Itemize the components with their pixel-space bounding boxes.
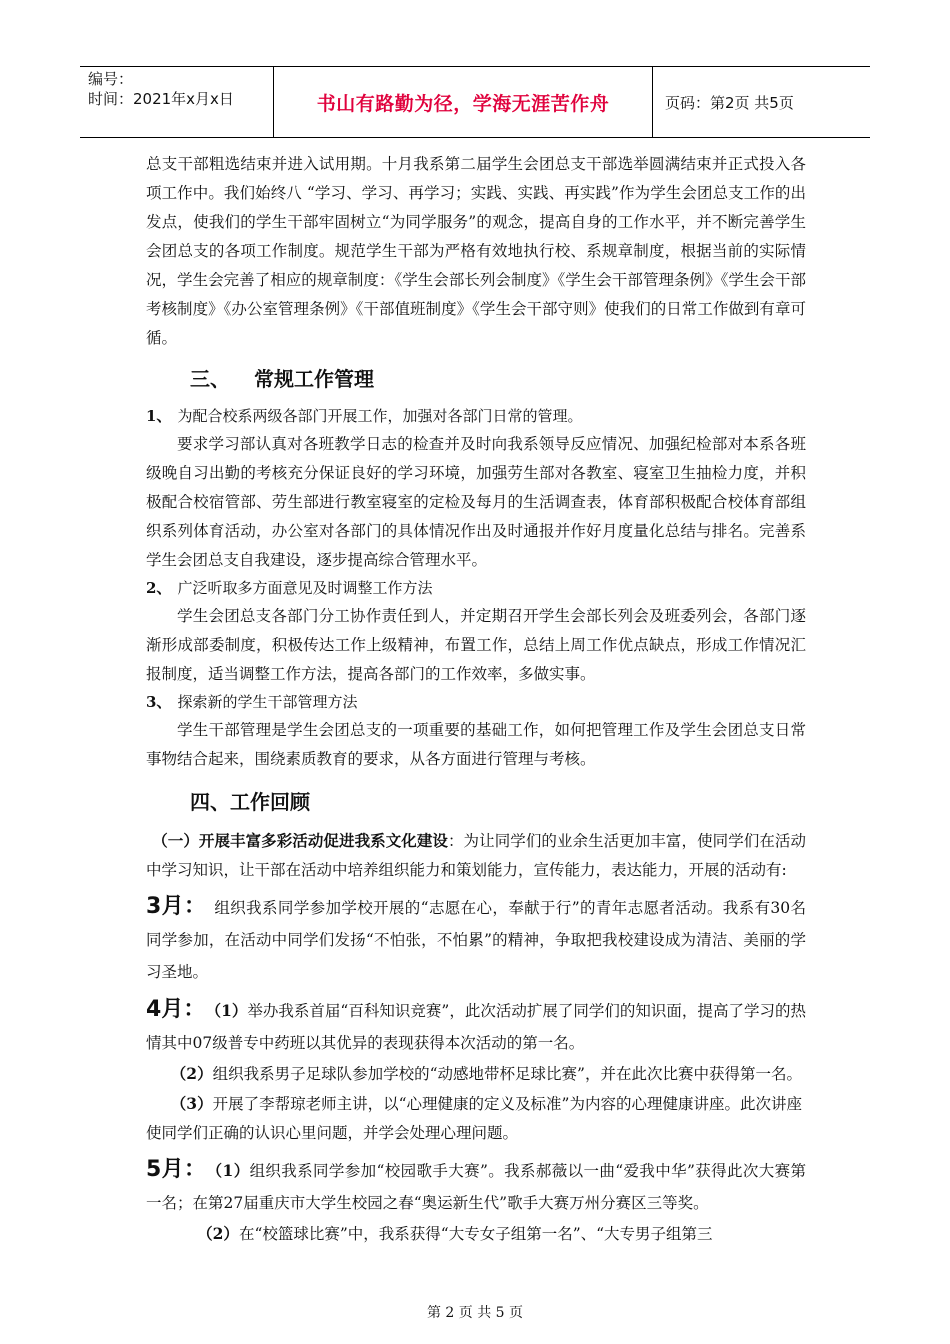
item-title: 探索新的学生干部管理方法 <box>177 693 358 711</box>
item-heading <box>146 689 806 716</box>
item-body: 学生干部管理是学生会团总支的一项重要的基础工作，如何把管理工作及学生会团总支日常事物结合起来，围绕素质教育的要求，从各方面进行管理与考核。 <box>146 721 806 768</box>
section-3-number: 三、 <box>190 367 230 391</box>
activity-number: （2） <box>170 1064 213 1083</box>
header-page-info: 页码：第2页 共5页 <box>665 93 794 112</box>
section-3-item-2 <box>146 575 806 689</box>
section-3-item-3 <box>146 689 806 774</box>
activity-text: 开展了李帮琼老师主讲，以“心理健康的定义及标准”为内容的心理健康讲座。此次讲座使同学们正确的认识心里问题，并学会处理心理问题。 <box>146 1095 802 1142</box>
section-3-title: 常规工作管理 <box>254 367 374 391</box>
activity-text: 在“校篮球比赛”中，我系获得“大专女子组第一名”、“大专男子组第三 <box>238 1225 713 1243</box>
item-number: 2、 <box>146 579 172 597</box>
month-april <box>146 994 806 1148</box>
month-may <box>146 1154 806 1249</box>
activity-number: （2） <box>197 1224 239 1243</box>
doc-time-label: 时间：2021年x月x日 <box>88 90 234 108</box>
activity-number: （3） <box>170 1094 213 1113</box>
month-paragraph <box>146 994 806 1059</box>
month-paragraph <box>146 891 806 988</box>
month-label: 5月： <box>146 1157 207 1182</box>
month-march <box>146 891 806 988</box>
page-footer: 第 2 页 共 5 页 <box>426 1305 524 1321</box>
document-body <box>146 150 806 1249</box>
month-paragraph <box>146 1154 806 1219</box>
section-4-intro <box>146 826 806 885</box>
subsection-body: ：为让同学们的业余生活更加丰富，使同学们在活动中学习知识，让干部在活动中培养组织能力和策划能力，宣传能力，表达能力，开展的活动有: <box>146 832 806 879</box>
doc-code-label: 编号： <box>88 70 134 88</box>
section-3-heading <box>146 355 806 403</box>
subsection-title: （一）开展丰富多彩活动促进我系文化建设 <box>152 831 448 850</box>
header-meta <box>80 67 274 137</box>
month-text: 组织我系同学参加学校开展的“志愿在心，奉献于行”的青年志愿者活动。我系有30名同学参加，在活动中同学们发扬“不怕张，不怕累”的精神，争取把我校建设成为清洁、美丽的学习圣地。 <box>146 899 806 981</box>
month-text: 举办我系首届“百科知识竞赛”，此次活动扩展了同学们的知识面，提高了学习的热情其中07级普专中药班以其优异的表现获得本次活动的第一名。 <box>146 1002 806 1052</box>
section-4-heading: 四、工作回顾 <box>190 790 310 814</box>
item-body: 学生会团总支各部门分工协作责任到人，并定期召开学生会部长列会及班委列会，各部门逐渐形成部委制度，积极传达工作上级精神，布置工作，总结上周工作优点缺点，形成工作情况汇报制度，适当调整工作方法，提高各部门的工作效率，多做实事。 <box>146 607 806 683</box>
page-header <box>80 66 870 138</box>
month-text: 组织我系同学参加“校园歌手大赛”。我系郝薇以一曲“爱我中华”获得此次大赛第一名；在第27届重庆市大学生校园之春“奥运新生代”歌手大赛万州分赛区三等奖。 <box>146 1162 806 1212</box>
month-label: 3月： <box>146 894 207 919</box>
intro-paragraph: 总支干部粗选结束并进入试用期。十月我系第二届学生会团总支干部选举圆满结束并正式投入各项工作中。我们始终八 “学习、学习、再学习；实践、实践、再实践”作为学生会团总支工作的出发点，使我们的学生干部牢固树立“为同学服务”的观念，提高自身的工作水平，并不断完善学生会团总支的各项工作制度。规范学生干部为严格有效地执行校、系规章制度，根据当前的实际情况，学生会完善了相应的规章制度：《学生会部长列会制度》《学生会干部管理条例》《学生会干部考核制度》《办公室管理条例》《干部值班制度》《学生会干部守则》使我们的日常工作做到有章可循。 <box>146 155 806 347</box>
item-number: 3、 <box>146 693 172 711</box>
item-body: 要求学习部认真对各班教学日志的检查并及时向我系领导反应情况、加强纪检部对本系各班级晚自习出勤的考核充分保证良好的学习环境，加强劳生部对各教室、寝室卫生抽检力度，并积极配合校宿管部、劳生部进行教室寝室的定检及每月的生活调查表，体育部积极配合校体育部组织系列体育活动，办公室对各部门的具体情况作出及时通报并作好月度量化总结与排名。完善系学生会团总支自我建设，逐步提高综合管理水平。 <box>146 435 806 569</box>
activity-item <box>146 1089 806 1148</box>
item-heading <box>146 403 806 430</box>
item-number: 1、 <box>146 407 172 425</box>
activity-item <box>146 1219 806 1249</box>
activity-number: （1） <box>213 1001 248 1020</box>
item-title: 为配合校系两级各部门开展工作，加强对各部门日常的管理。 <box>177 407 583 425</box>
item-title: 广泛听取多方面意见及时调整工作方法 <box>177 579 433 597</box>
header-motto: 书山有路勤为径，学海无涯苦作舟 <box>274 67 653 137</box>
section-3-item-1 <box>146 403 806 575</box>
activity-text: 组织我系男子足球队参加学校的“动感地带杯足球比赛”，并在此次比赛中获得第一名。 <box>212 1065 802 1083</box>
activity-number: （1） <box>214 1161 250 1180</box>
month-label: 4月： <box>146 997 206 1022</box>
item-heading <box>146 575 806 602</box>
activity-item <box>146 1059 806 1089</box>
